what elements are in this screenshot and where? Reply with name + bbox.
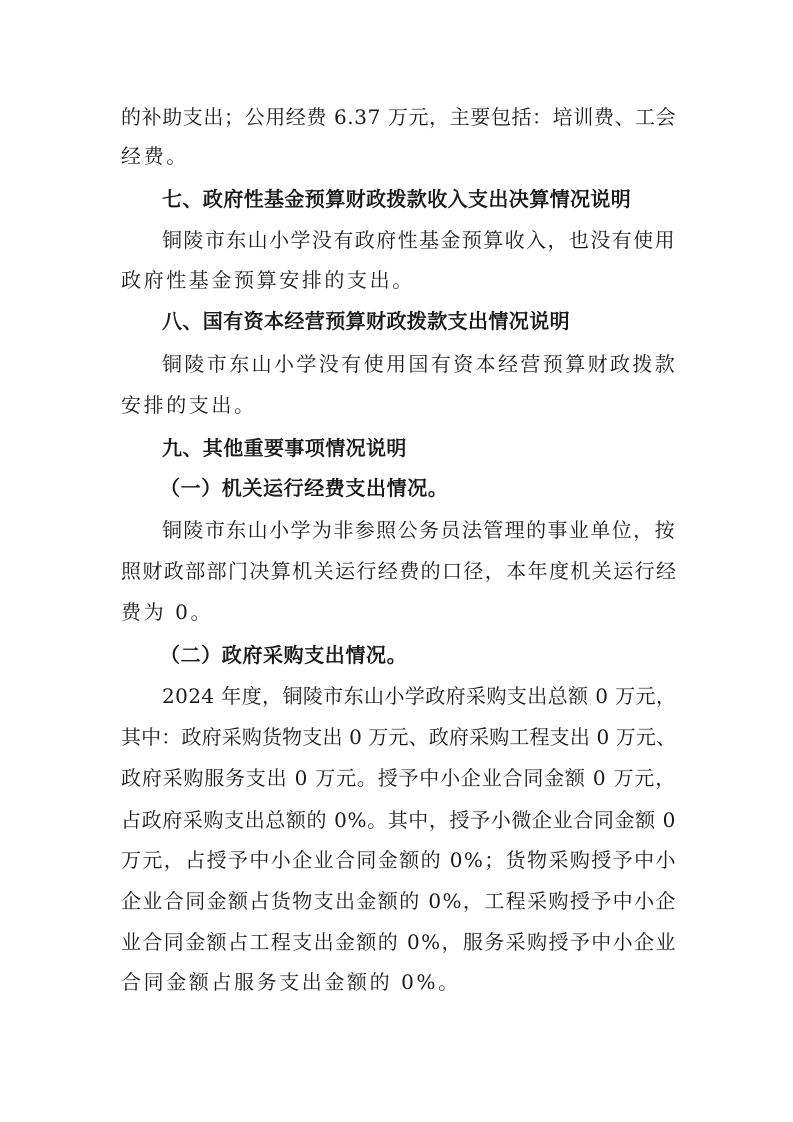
paragraph-line: 铜陵市东山小学为非参照公务员法管理的事业单位，按 bbox=[162, 518, 676, 542]
subsection-heading-1: （一）机关运行经费支出情况。 bbox=[160, 476, 449, 500]
paragraph-line: 政府采购服务支出 0 万元。授予中小企业合同金额 0 万元， bbox=[121, 766, 676, 790]
paragraph-line: 占政府采购支出总额的 0%。其中，授予小微企业合同金额 0 bbox=[121, 808, 676, 832]
section-heading-8: 八、国有资本经营预算财政拨款支出情况说明 bbox=[162, 309, 570, 333]
paragraph-line: 的补助支出；公用经费 6.37 万元，主要包括：培训费、工会 bbox=[121, 105, 677, 129]
section-heading-7: 七、政府性基金预算财政拨款收入支出决算情况说明 bbox=[162, 187, 632, 211]
section-heading-9: 九、其他重要事项情况说明 bbox=[162, 436, 407, 460]
paragraph-line: 业合同金额占工程支出金额的 0%，服务采购授予中小企业 bbox=[121, 930, 677, 954]
paragraph-line: 政府性基金预算安排的支出。 bbox=[121, 268, 415, 292]
paragraph-line: 其中：政府采购货物支出 0 万元、政府采购工程支出 0 万元、 bbox=[121, 725, 676, 749]
paragraph-line: 铜陵市东山小学没有使用国有资本经营预算财政拨款 bbox=[162, 352, 678, 376]
subsection-heading-2: （二）政府采购支出情况。 bbox=[160, 643, 408, 667]
paragraph-line: 万元，占授予中小企业合同金额的 0%；货物采购授予中小 bbox=[121, 848, 677, 872]
paragraph-line: 费为 0。 bbox=[121, 600, 214, 624]
paragraph-line: 2024 年度，铜陵市东山小学政府采购支出总额 0 万元， bbox=[162, 684, 677, 708]
paragraph-line: 铜陵市东山小学没有政府性基金预算收入，也没有使用 bbox=[162, 228, 676, 252]
paragraph-line: 合同金额占服务支出金额的 0%。 bbox=[121, 970, 461, 994]
paragraph-line: 照财政部部门决算机关运行经费的口径，本年度机关运行经 bbox=[121, 559, 678, 583]
paragraph-line: 安排的支出。 bbox=[121, 393, 257, 417]
paragraph-line: 经费。 bbox=[121, 144, 189, 168]
paragraph-line: 企业合同金额占货物支出金额的 0%，工程采购授予中小企 bbox=[121, 889, 677, 913]
